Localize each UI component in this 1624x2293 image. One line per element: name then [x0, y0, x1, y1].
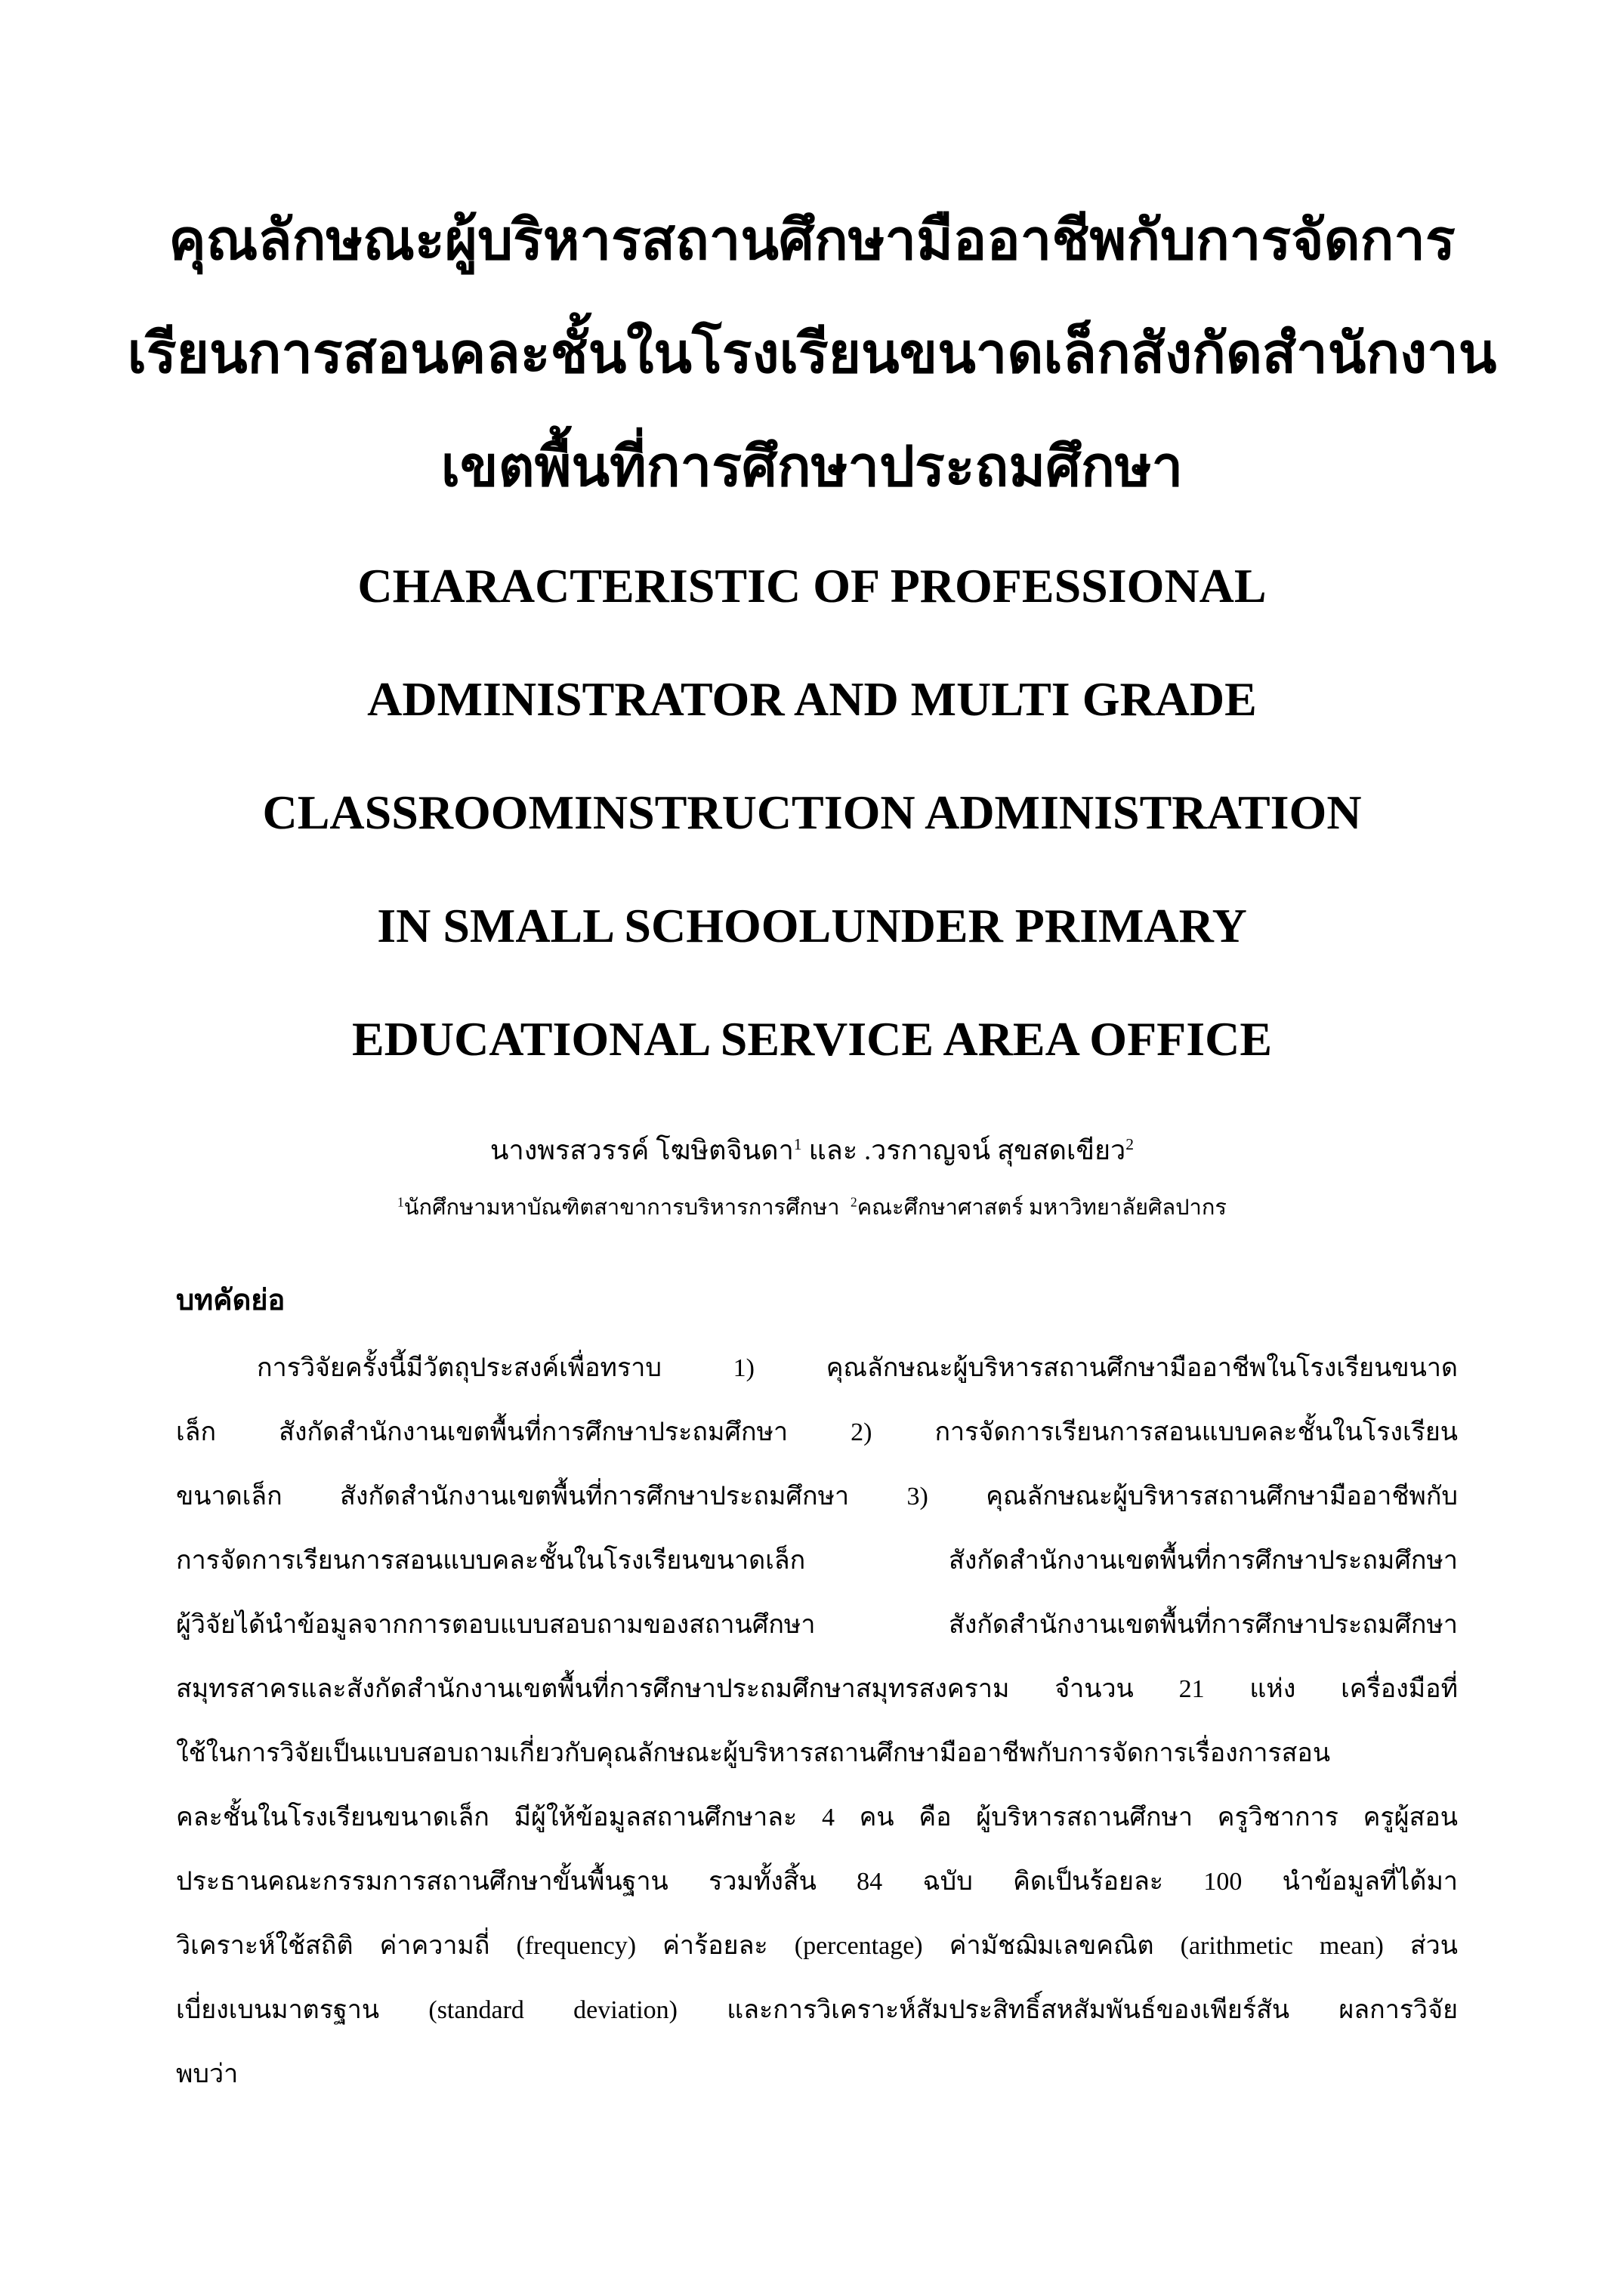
affiliation-1: นักศึกษามหาบัณฑิตสาขาการบริหารการศึกษา [403, 1196, 840, 1220]
abstract-line: สมุทรสาครและสังกัดสำนักงานเขตพื้นที่การศึกษาประถมศึกษาสมุทรสงคราม จำนวน 21 แห่ง เครื่องมือที่ [176, 1675, 1458, 1703]
abstract-line: ใช้ในการวิจัยเป็นแบบสอบถามเกี่ยวกับคุณลักษณะผู้บริหารสถานศึกษามืออาชีพกับการจัดการเรื่องการสอน [176, 1739, 1331, 1767]
title-en-line-2: ADMINISTRATOR AND MULTI GRADE [367, 672, 1257, 726]
affiliation-2: คณะศึกษาศาสตร์ มหาวิทยาลัยศิลปากร [857, 1196, 1227, 1220]
abstract-line: การวิจัยครั้งนี้มีวัตถุประสงค์เพื่อทราบ 1) คุณลักษณะผู้บริหารสถานศึกษามืออาชีพในโรงเรียนขนาด [257, 1354, 1458, 1382]
affiliation-1-superscript: 1 [397, 1194, 404, 1210]
abstract-heading: บทคัดย่อ [176, 1285, 286, 1316]
affiliation-line [151, 1194, 1473, 1220]
title-th-line-3: เขตพื้นที่การศึกษาประถมศึกษา [440, 437, 1184, 498]
abstract-line: ประธานคณะกรรมการสถานศึกษาขั้นพื้นฐาน รวมทั้งสิ้น 84 ฉบับ คิดเป็นร้อยละ 100 นำข้อมูลที่ได้มา [176, 1868, 1458, 1896]
abstract-line: พบว่า [176, 2060, 239, 2088]
title-th-line-1: คุณลักษณะผู้บริหารสถานศึกษามืออาชีพกับการจัดการ [168, 210, 1456, 272]
title-th-line-2: เรียนการสอนคละชั้นในโรงเรียนขนาดเล็กสังกัดสำนักงาน [127, 323, 1497, 385]
title-en-line-3: CLASSROOMINSTRUCTION ADMINISTRATION [262, 785, 1362, 839]
author-connector: และ .วรกาญจน์ สุขสดเขียว [808, 1135, 1126, 1165]
title-en-line-4: IN SMALL SCHOOLUNDER PRIMARY [377, 899, 1247, 952]
abstract-line: ผู้วิจัยได้นำข้อมูลจากการตอบแบบสอบถามของสถานศึกษา สังกัดสำนักงานเขตพื้นที่การศึกษาประถมศึกษา [176, 1611, 1458, 1639]
title-en-line-5: EDUCATIONAL SERVICE AREA OFFICE [351, 1012, 1273, 1066]
abstract-line: การจัดการเรียนการสอนแบบคละชั้นในโรงเรียนขนาดเล็ก สังกัดสำนักงานเขตพื้นที่การศึกษาประถมศึกษา [176, 1547, 1458, 1575]
author-line [151, 1137, 1473, 1164]
abstract-line: เบี่ยงเบนมาตรฐาน (standard deviation) และการวิเคราะห์สัมประสิทธิ์สหสัมพันธ์ของเพียร์สัน ผลการวิจัย [176, 1996, 1458, 2024]
abstract-line: คละชั้นในโรงเรียนขนาดเล็ก มีผู้ให้ข้อมูลสถานศึกษาละ 4 คน คือ ผู้บริหารสถานศึกษา ครูวิชาการ ครูผู้สอน [176, 1804, 1458, 1832]
author-1: นางพรสวรรค์ โฆษิตจินดา [489, 1135, 794, 1165]
affiliation-2-superscript: 2 [850, 1194, 857, 1210]
title-en-line-1: CHARACTERISTIC OF PROFESSIONAL [357, 559, 1267, 613]
abstract-line: วิเคราะห์ใช้สถิติ ค่าความถี่ (frequency) ค่าร้อยละ (percentage) ค่ามัชฌิมเลขคณิต (arithmetic mean) ส่วน [176, 1932, 1458, 1960]
author-2-superscript: 2 [1125, 1135, 1135, 1153]
abstract-line: ขนาดเล็ก สังกัดสำนักงานเขตพื้นที่การศึกษาประถมศึกษา 3) คุณลักษณะผู้บริหารสถานศึกษามืออาชีพกับ [176, 1483, 1458, 1511]
author-1-superscript: 1 [793, 1135, 802, 1153]
abstract-line: เล็ก สังกัดสำนักงานเขตพื้นที่การศึกษาประถมศึกษา 2) การจัดการเรียนการสอนแบบคละชั้นในโรงเรียน [176, 1418, 1458, 1446]
